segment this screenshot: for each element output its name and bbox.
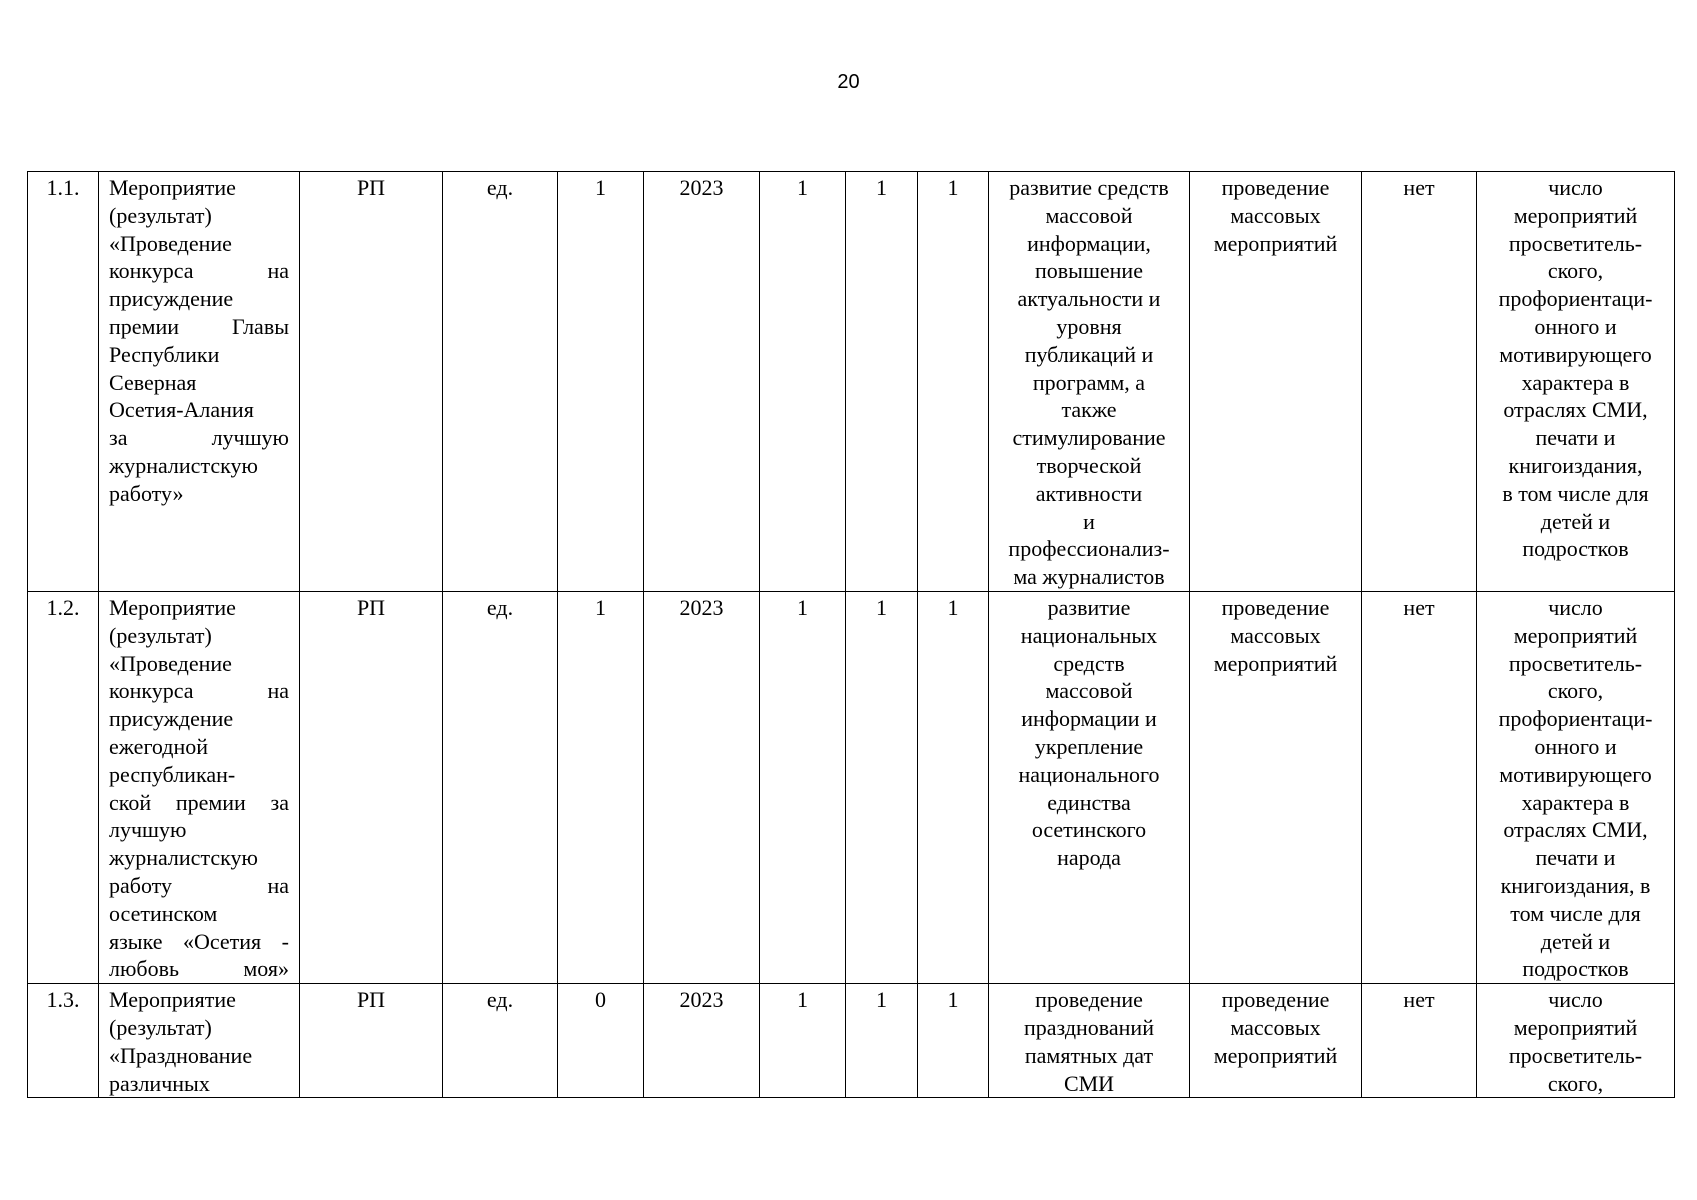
cell-line: проведение (1221, 987, 1330, 1013)
cell-line: ежегодной (109, 733, 209, 759)
cell-line: осетинского (1031, 817, 1147, 843)
cell-line: памятных дат (1024, 1042, 1154, 1068)
cell-line: работу» (109, 480, 184, 506)
cell-line: ского, (1547, 258, 1604, 284)
measure-name (99, 984, 300, 1098)
cell-line: просветитель- (1508, 1042, 1643, 1068)
cell-line: мероприятий (1513, 1014, 1638, 1040)
row-number: 1.2. (28, 592, 99, 984)
cell-line: отраслях СМИ, (1503, 397, 1648, 423)
cell-line: народа (1057, 845, 1121, 871)
cell-line: присуждение (109, 706, 234, 732)
cell-line: характера в (1521, 789, 1630, 815)
flag-value: нет (1362, 592, 1477, 984)
cell-line: Мероприятие (109, 595, 236, 620)
cell-line: национальных (1020, 622, 1158, 648)
cell-line: массовых (1230, 1014, 1321, 1040)
cell-line: массовой (1045, 678, 1133, 704)
cell-line: онного и (1534, 313, 1617, 339)
effect-description (989, 172, 1190, 592)
base-year: 2023 (644, 984, 760, 1098)
cell-line: республикан- (109, 761, 236, 787)
cell-line: журналистскую (109, 845, 258, 871)
cell-line: актуальности и (1017, 286, 1161, 312)
cell-line: Осетия-Алания (109, 397, 254, 423)
cell-line: «Проведение (109, 650, 232, 676)
cell-line: массовых (1230, 202, 1321, 228)
cell-line: СМИ (1063, 1070, 1115, 1096)
cell-line: просветитель- (1508, 230, 1643, 256)
measure-type: РП (300, 592, 443, 984)
indicator-link (1477, 984, 1675, 1098)
cell-line: и (1083, 508, 1095, 534)
table-row (28, 984, 1675, 1098)
unit: ед. (443, 984, 558, 1098)
value-2: 1 (846, 592, 918, 984)
cell-line: мотивирующего (1499, 341, 1652, 367)
cell-line: профориентаци- (1498, 706, 1653, 732)
cell-line: единства (1047, 789, 1131, 815)
measures-table (27, 171, 1675, 1098)
cell-line: ской премии за (109, 789, 289, 815)
indicator-link (1477, 172, 1675, 592)
cell-line: любовь моя» (109, 956, 289, 982)
cell-line: (результат) (109, 622, 212, 648)
base-value: 0 (558, 984, 644, 1098)
cell-line: мероприятий (1213, 230, 1338, 256)
unit: ед. (443, 172, 558, 592)
cell-line: также (1061, 397, 1117, 423)
cell-line: повышение (1035, 258, 1143, 284)
table-row (28, 172, 1675, 592)
cell-line: детей и (1540, 508, 1611, 534)
cell-line: стимулирование (1012, 425, 1166, 451)
cell-line: различных (109, 1070, 210, 1096)
cell-line: детей и (1540, 928, 1611, 954)
cell-line: Северная (109, 369, 197, 395)
cell-line: лучшую (109, 817, 187, 843)
cell-line: ского, (1547, 1070, 1604, 1096)
cell-line: подростков (1522, 956, 1629, 982)
cell-line: проведение (1221, 175, 1330, 200)
value-1: 1 (760, 592, 846, 984)
cell-line: подростков (1522, 536, 1629, 562)
cell-line: мероприятий (1513, 202, 1638, 228)
cell-line: премии Главы (109, 313, 289, 339)
measure-name (99, 172, 300, 592)
cell-line: просветитель- (1508, 650, 1643, 676)
cell-line: развитие (1047, 595, 1131, 620)
cell-line: Республики (109, 341, 220, 367)
row-number: 1.1. (28, 172, 99, 592)
value-3: 1 (918, 984, 989, 1098)
flag-value: нет (1362, 172, 1477, 592)
cell-line: проведение (1035, 987, 1143, 1013)
cell-line: проведение (1221, 595, 1330, 620)
cell-line: массовой (1045, 202, 1133, 228)
cell-line: присуждение (109, 286, 234, 312)
cell-line: отраслях СМИ, (1503, 817, 1648, 843)
value-2: 1 (846, 984, 918, 1098)
cell-line: мотивирующего (1499, 761, 1652, 787)
cell-line: Мероприятие (109, 175, 236, 200)
table-row (28, 592, 1675, 984)
cell-line: ма журналистов (1013, 564, 1165, 590)
cell-line: Мероприятие (109, 987, 236, 1013)
effect-description (989, 984, 1190, 1098)
base-year: 2023 (644, 592, 760, 984)
cell-line: творческой (1036, 452, 1142, 478)
measure-name (99, 592, 300, 984)
cell-line: за лучшую (109, 425, 289, 451)
measure-kind (1190, 592, 1362, 984)
cell-line: профессионализ- (1008, 536, 1170, 562)
cell-line: развитие средств (1009, 175, 1169, 200)
cell-line: информации и (1021, 706, 1157, 732)
page-number: 20 (837, 71, 860, 93)
cell-line: информации, (1027, 230, 1151, 256)
cell-line: мероприятий (1213, 650, 1338, 676)
measure-type: РП (300, 172, 443, 592)
cell-line: книгоиздания, (1508, 452, 1643, 478)
cell-line: ского, (1547, 678, 1604, 704)
flag-value: нет (1362, 984, 1477, 1098)
measure-kind (1190, 172, 1362, 592)
measure-kind (1190, 984, 1362, 1098)
unit: ед. (443, 592, 558, 984)
cell-line: укрепление (1034, 733, 1144, 759)
value-2: 1 (846, 172, 918, 592)
cell-line: число (1548, 595, 1603, 620)
cell-line: характера в (1521, 369, 1630, 395)
base-value: 1 (558, 172, 644, 592)
cell-line: (результат) (109, 1014, 212, 1040)
cell-line: мероприятий (1213, 1042, 1338, 1068)
cell-line: том числе для (1510, 900, 1641, 926)
cell-line: в том числе для (1502, 480, 1649, 506)
effect-description (989, 592, 1190, 984)
cell-line: массовых (1230, 622, 1321, 648)
cell-line: профориентаци- (1498, 286, 1653, 312)
cell-line: конкурса на (109, 678, 289, 704)
cell-line: уровня (1056, 313, 1122, 339)
cell-line: языке «Осетия - (109, 928, 289, 954)
base-value: 1 (558, 592, 644, 984)
cell-line: книгоиздания, в (1500, 872, 1651, 898)
cell-line: национального (1018, 761, 1160, 787)
value-1: 1 (760, 984, 846, 1098)
cell-line: празднований (1024, 1014, 1154, 1040)
cell-line: число (1548, 987, 1603, 1013)
cell-line: осетинском (109, 900, 218, 926)
cell-line: онного и (1534, 733, 1617, 759)
cell-line: число (1548, 175, 1603, 200)
value-1: 1 (760, 172, 846, 592)
cell-line: журналистскую (109, 452, 258, 478)
indicator-link (1477, 592, 1675, 984)
value-3: 1 (918, 172, 989, 592)
cell-line: (результат) (109, 202, 212, 228)
value-3: 1 (918, 592, 989, 984)
cell-line: публикаций и (1024, 341, 1154, 367)
cell-line: «Празднование (109, 1042, 253, 1068)
cell-line: средств (1053, 650, 1125, 676)
cell-line: программ, а (1032, 369, 1146, 395)
cell-line: конкурса на (109, 258, 289, 284)
base-year: 2023 (644, 172, 760, 592)
cell-line: печати и (1535, 845, 1616, 871)
cell-line: печати и (1535, 425, 1616, 451)
measure-type: РП (300, 984, 443, 1098)
row-number: 1.3. (28, 984, 99, 1098)
cell-line: работу на (109, 872, 289, 898)
cell-line: «Проведение (109, 230, 232, 256)
cell-line: активности (1035, 480, 1143, 506)
cell-line: мероприятий (1513, 622, 1638, 648)
